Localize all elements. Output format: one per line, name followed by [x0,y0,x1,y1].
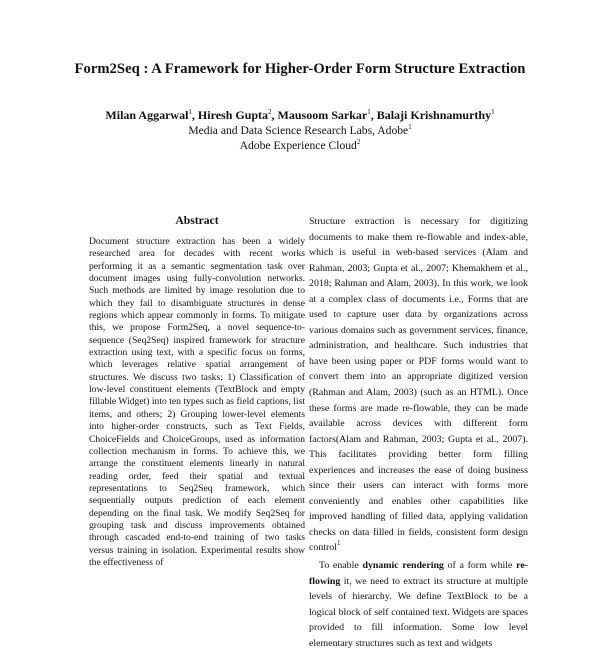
author-name: Balaji Krishnamurthy [376,108,492,122]
abstract-heading: Abstract [175,214,219,227]
affiliation-mark: 2 [356,138,361,146]
paragraph-text: of a form while [443,560,517,572]
affiliation-name: Media and Data Science Research Labs, Adobe [188,124,409,137]
affiliation [0,139,600,152]
intro-column [309,214,528,651]
affiliation-mark: 1 [408,123,412,131]
paragraph-text: To enable [319,560,363,572]
author-affiliation-mark: 1 [188,108,192,116]
author-name: Hiresh Gupta [197,108,269,122]
affiliation [0,124,600,137]
intro-paragraph-text: Structure extraction is necessary for digitizing documents to make them re-flowable and index-able, which is useful in web-based services (Alam and Rahman, 2003; Gupta et al., 2007; Khemakhem et al., 2018; Rahman and Alam, 2003). In this work, we look at a complex class of documents i.e., Forms that are used to capture user data by organizations across various domains such as government services, finance, administration, and healthcare. Such industries that have been using paper or PDF forms would want to convert them into an appropriate digitized version (Rahman and Alam, 2003) (such as an HTML). Once these forms are made re-flowable, they can be made available across devices with different form factors(Alam and Rahman, 2003; Gupta et al., 2007). This facilitates providing better form filling experiences and increases the ease of doing business since their users can interact with forms more conveniently and enables other capabilities like improved handling of filled data, applying validation checks on data filled in fields, consistent form design control [309,216,528,554]
paper-title: Form2Seq : A Framework for Higher-Order Form Structure Extraction [74,61,526,77]
emphasis-re-flowing: re-flowing [309,560,528,587]
author-affiliation-mark: 1 [367,108,371,116]
author-name: Milan Aggarwal [105,108,189,122]
author-affiliation-mark: 2 [268,108,272,116]
abstract-text: Document structure extraction has been a widely researched area for decades with recent works performing it as a semantic segmentation task over document images using fully-convolution networks. Such methods are limited by image resolution due to which they fail to disambiguate structures in dense regions which appear commonly in forms. To mitigate this, we propose Form2Seq, a novel sequence-to-sequence (Seq2Seq) inspired framework for structure extraction using text, with a specific focus on forms, which leverages relative spatial arrangement of structures. We discuss two tasks; 1) Classification of low-level constituent elements (TextBlock and empty fillable Widget) into ten types such as field captions, list items, and others; 2) Grouping lower-level elements into higher-order constructs, such as Text Fields, ChoiceFields and ChoiceGroups, used as information collection mechanism in forms. To achieve this, we arrange the constituent elements linearly in natural reading order, feed their spatial and textual representations to Seq2Seq framework, which sequentially outputs prediction of each element depending on the final task. We modify Seq2Seq for grouping task and discuss improvements obtained through cascaded end-to-end training of two tasks versus training in isolation. Experimental results show the effectiveness of [89,236,305,568]
author-affiliation-mark: 1 [491,108,495,116]
intro-paragraph [309,214,528,556]
paragraph-text: it, we need to extract its structure at multiple levels of hierarchy. We define TextBlock to be a logical block of self contained text. Widgets are spaces provided to fill information. Some low level elementary structures such as text and widgets [309,575,528,649]
intro-paragraph [309,558,528,651]
author-list: Milan Aggarwal$^1$, Hiresh Gupta$^2$, Mausoom Sarkar$^1$, Balaji Krishnamurthy$^1$ [105,108,495,122]
emphasis-dynamic-rendering: dynamic rendering [362,560,444,572]
footnote-marker: 1 [336,539,341,548]
author-name: Mausoom Sarkar [277,108,368,122]
affiliation-name: Adobe Experience Cloud [239,139,357,152]
